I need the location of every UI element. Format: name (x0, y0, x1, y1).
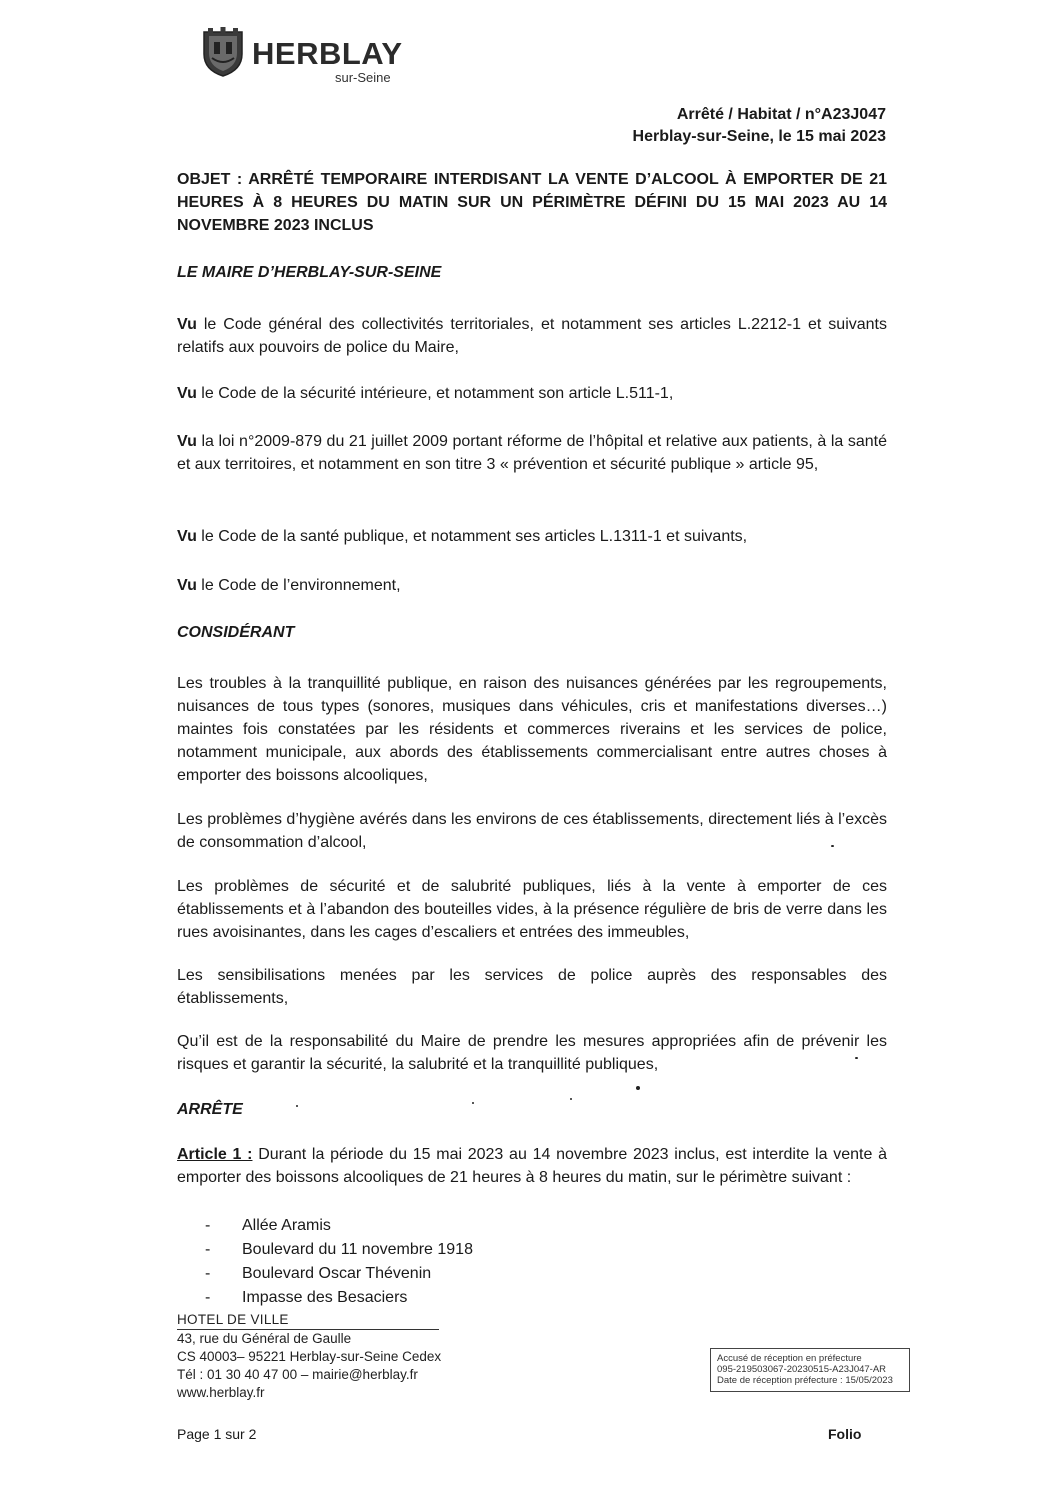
visa-text: la loi n°2009-879 du 21 juillet 2009 portant réforme de l’hôpital et relative aux patients, à la santé et aux territoires, et notamment en son titre 3 « prévention et sécurité publique » article 95, (177, 433, 887, 473)
list-item: - Boulevard du 11 novembre 1918 (205, 1238, 473, 1262)
considerant-paragraph: Les problèmes de sécurité et de salubrité publiques, liés à la vente à emporter de ces établissements et à l’abandon des bouteilles vides, à la présence régulière de bris de verre dans les rues avoisinantes, dans les cages d’escaliers et entrées des immeubles, (177, 878, 887, 941)
stamp-line: 095-219503067-20230515-A23J047-AR (717, 1364, 887, 1375)
street-list (205, 1214, 473, 1310)
document-object: OBJET : ARRÊTÉ TEMPORAIRE INTERDISANT LA VENTE D’ALCOOL À EMPORTER DE 21 HEURES À 8 HEURES DU MATIN SUR UN PÉRIMÈTRE DÉFINI DU 15 MAI 2023 AU 14 NOVEMBRE 2023 INCLUS (177, 171, 887, 234)
folio-label: Folio (828, 1426, 862, 1442)
considerant-paragraph: Les sensibilisations menées par les services de police auprès des responsables des établissements, (177, 967, 887, 1007)
footer-address (177, 1311, 441, 1402)
document-reference (633, 104, 886, 148)
article-1-label: Article 1 : (177, 1146, 253, 1163)
list-item: - Boulevard Oscar Thévenin (205, 1262, 473, 1286)
scan-speck (855, 1057, 858, 1059)
herblay-logo (200, 26, 430, 86)
place-date: Herblay-sur-Seine, le 15 mai 2023 (632, 128, 886, 145)
maire-heading: LE MAIRE D’HERBLAY-SUR-SEINE (177, 264, 442, 281)
visa-text: le Code de l’environnement, (196, 577, 401, 594)
stamp-line: Accusé de réception en préfecture (717, 1353, 862, 1364)
postal-address: CS 40003– 95221 Herblay-sur-Seine Cedex (177, 1349, 442, 1364)
reference-number: Arrêté / Habitat / n°A23J047 (676, 106, 886, 123)
logo-subtitle: sur-Seine (335, 70, 391, 85)
visa-text: le Code de la santé publique, et notamment ses articles L.1311-1 et suivants, (196, 528, 748, 545)
city-crest-icon (200, 26, 246, 78)
visa-paragraph (177, 313, 887, 359)
arrete-heading: ARRÊTE (177, 1101, 243, 1118)
visa-paragraph (177, 430, 887, 476)
considerant-heading: CONSIDÉRANT (177, 624, 295, 641)
visa-paragraph (177, 382, 887, 405)
logo-wordmark: HERBLAY (252, 36, 403, 71)
scan-speck (296, 1105, 298, 1107)
scan-speck (636, 1086, 640, 1090)
scan-speck (831, 845, 834, 847)
hotel-de-ville-label: HOTEL DE VILLE (177, 1311, 439, 1330)
considerant-paragraph: Qu’il est de la responsabilité du Maire de prendre les mesures appropriées afin de prévenir les risques et garantir la sécurité, la salubrité et la tranquillité publiques, (177, 1033, 887, 1073)
article-1-text: Durant la période du 15 mai 2023 au 14 novembre 2023 inclus, est interdite la vente à emporter des boissons alcooliques de 21 heures à 8 heures du matin, sur le périmètre suivant : (177, 1146, 887, 1186)
visa-lead: Vu (177, 577, 197, 594)
visa-text: le Code général des collectivités territoriales, et notamment ses articles L.2212-1 et suivants relatifs aux pouvoirs de police du Maire, (177, 316, 887, 356)
visa-paragraph (177, 525, 887, 548)
visa-lead: Vu (177, 316, 197, 333)
street-address: 43, rue du Général de Gaulle (177, 1331, 352, 1346)
article-1 (177, 1143, 887, 1189)
scan-speck (472, 1102, 474, 1104)
website: www.herblay.fr (177, 1385, 265, 1400)
visa-lead: Vu (177, 528, 197, 545)
considerant-paragraph: Les troubles à la tranquillité publique, en raison des nuisances générées par les regroupements, nuisances de tous types (sonores, musiques dans véhicules, cris et manifestations diverses…) maintes fois constatées par les résidents et commerces riverains et les services de police, notamment municipale, aux abords des établissements commercialisant entre autres choses à emporter des boissons alcooliques, (177, 675, 887, 784)
visa-lead: Vu (177, 385, 197, 402)
considerant-paragraph: Les problèmes d’hygiène avérés dans les environs de ces établissements, directement liés à l’excès de consommation d’alcool, (177, 811, 887, 851)
scan-speck (570, 1098, 572, 1100)
list-item: - Allée Aramis (205, 1214, 473, 1238)
visa-text: le Code de la sécurité intérieure, et notamment son article L.511-1, (196, 385, 674, 402)
visa-paragraph (177, 574, 887, 597)
visa-lead: Vu (177, 433, 197, 450)
page-number: Page 1 sur 2 (177, 1426, 257, 1442)
prefecture-receipt-stamp (710, 1348, 910, 1392)
contact-info: Tél : 01 30 40 47 00 – mairie@herblay.fr (177, 1367, 418, 1382)
list-item: - Impasse des Besaciers (205, 1286, 473, 1310)
stamp-line: Date de réception préfecture : 15/05/2023 (717, 1375, 893, 1386)
